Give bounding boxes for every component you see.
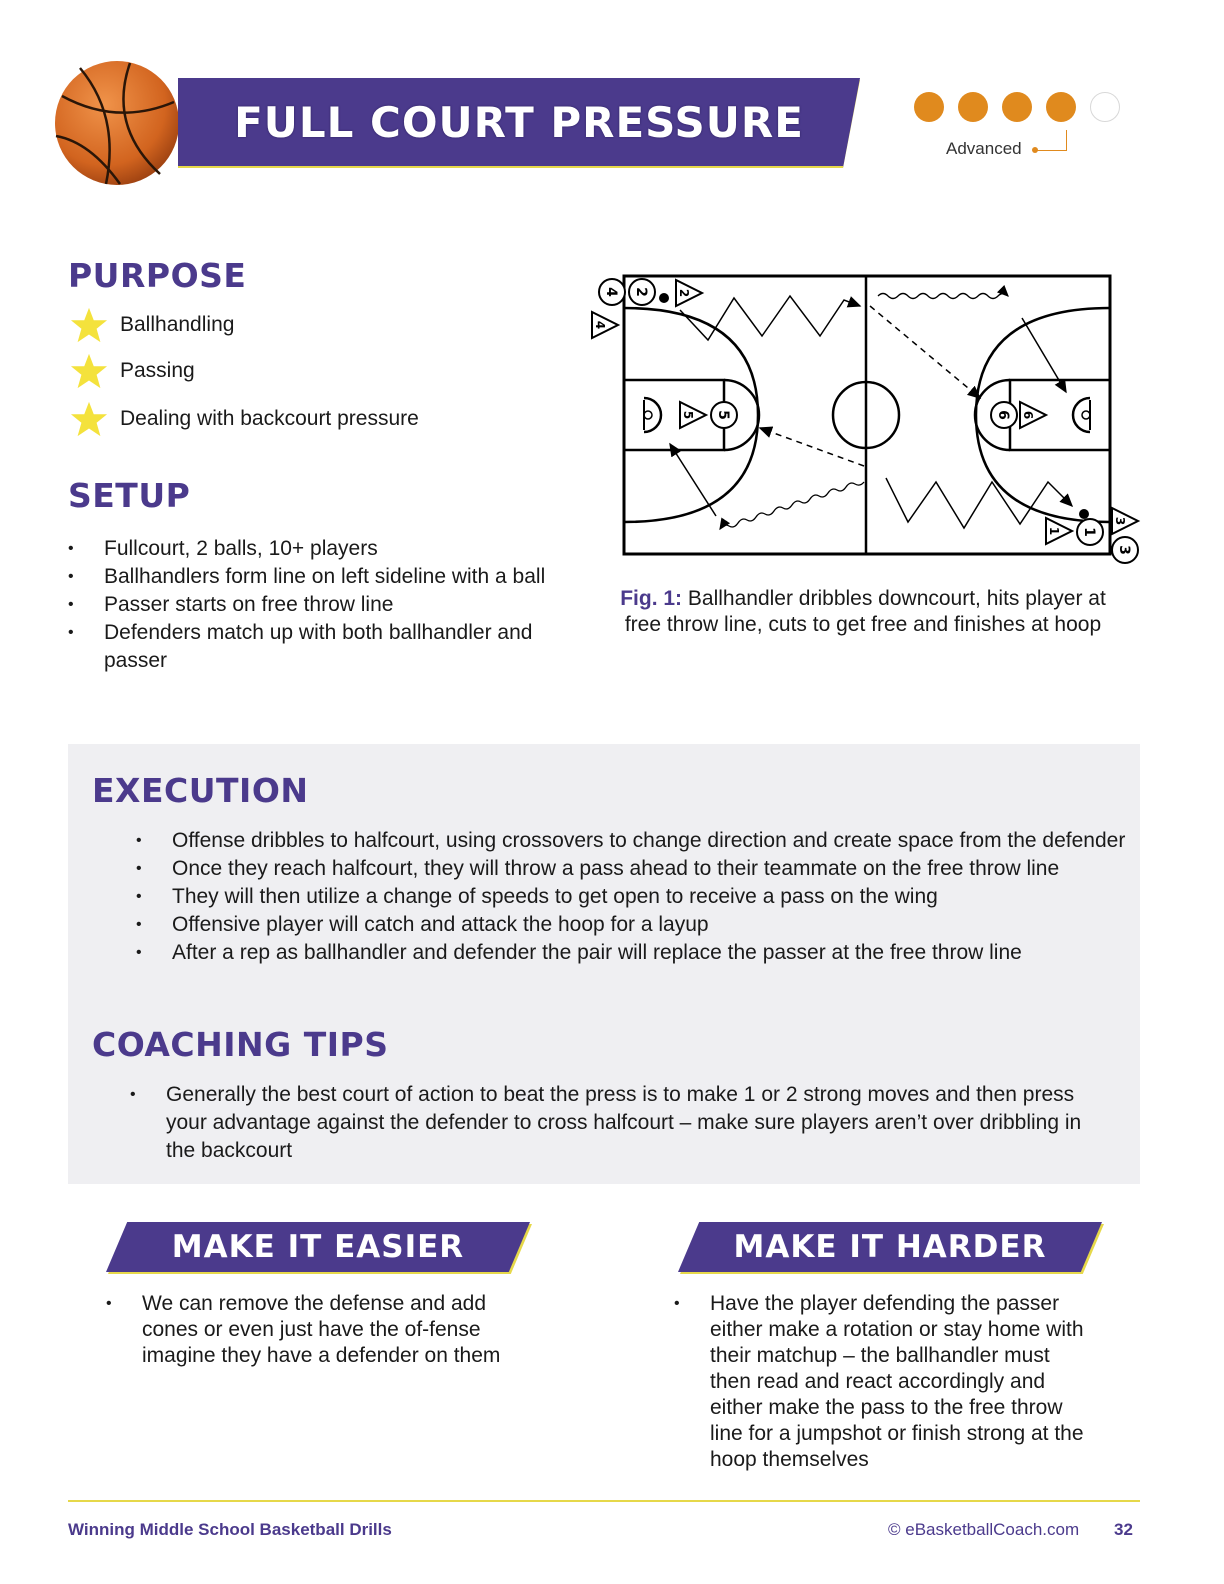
difficulty-label: Advanced [946,139,1022,158]
ball-marker [659,293,669,303]
list-item: • Fullcourt, 2 balls, 10+ players [68,535,548,563]
difficulty-dot-empty [1090,92,1120,122]
list-item: • Passer starts on free throw line [68,591,548,619]
basketball-icon [50,56,184,190]
difficulty-rating [914,92,1120,122]
purpose-item [70,352,195,390]
figure-caption [620,586,1106,638]
setup-heading: SETUP [68,476,191,515]
diagram-label: 2 [677,288,691,298]
defender-marker [592,312,618,338]
footer-divider [68,1500,1140,1502]
diagram-label: 4 [603,287,619,297]
difficulty-dot-filled [958,92,988,122]
coaching-tips-list [130,1081,1110,1165]
diagram-label: 1 [1047,526,1061,536]
list-item: • Ballhandlers form line on left sideline with a ball [68,563,548,591]
diagram-label: 2 [633,287,649,297]
ball-marker [1079,509,1089,519]
diagram-label: 3 [1113,516,1127,526]
easier-heading: MAKE IT EASIER [171,1229,465,1265]
setup-list [68,535,548,675]
footer-copyright: © eBasketballCoach.com [888,1520,1080,1539]
defender-marker [1112,508,1138,534]
page-title: FULL COURT PRESSURE [234,97,804,147]
purpose-heading: PURPOSE [68,256,247,295]
page-number: 32 [1114,1520,1133,1539]
purpose-item-label: Dealing with backcourt pressure [120,407,419,430]
diagram-label: 5 [715,410,731,420]
player-marker [599,279,625,305]
footer-book-title: Winning Middle School Basketball Drills [68,1520,392,1539]
purpose-item-label: Ballhandling [120,313,235,336]
diagram-label: 5 [681,410,695,420]
list-item: • Offense dribbles to halfcourt, using crossovers to change direction and create space from the defender [136,827,1136,855]
court-diagram [588,270,1144,570]
difficulty-dot-filled [1002,92,1032,122]
figure-caption-text: Ballhandler dribbles downcourt, hits player at free throw line, cuts to get free and finishes at hoop [624,587,1106,636]
star-icon [70,352,108,390]
player-marker [711,402,737,428]
star-icon [70,400,108,438]
purpose-item [70,306,234,344]
list-item: • They will then utilize a change of speeds to get open to receive a pass on the wing [136,883,1136,911]
figure-label: Fig. 1: [620,587,683,610]
harder-list [674,1291,1094,1473]
list-item: • Defenders match up with both ballhandler and passer [68,619,548,675]
list-item: • Once they reach halfcourt, they will throw a pass ahead to their teammate on the free throw line [136,855,1136,883]
player-marker [1112,537,1138,563]
diagram-label: 1 [1081,527,1097,537]
list-item: • Offensive player will catch and attack the hoop for a layup [136,911,1136,939]
purpose-item [70,400,419,438]
diagram-label: 6 [1021,410,1035,420]
list-item: • Generally the best court of action to beat the press is to make 1 or 2 strong moves and then press your advantage against the defender to cross halfcourt – make sure players aren’t over dribbling in the backcourt [130,1081,1110,1165]
execution-heading: EXECUTION [92,771,309,810]
diagram-label: 3 [1116,545,1132,555]
star-icon [70,306,108,344]
easier-list [106,1291,506,1369]
harder-heading: MAKE IT HARDER [733,1229,1047,1265]
list-item: • Have the player defending the passer either make a rotation or stay home with their matchup – the ballhandler must then read and react accordingly and either make the pass to the free throw line for a jumpshot or finish strong at the hoop themselves [674,1291,1094,1473]
execution-list [136,827,1136,967]
diagram-label: 4 [593,320,607,330]
difficulty-pointer-dot [1032,147,1038,153]
difficulty-dot-filled [1046,92,1076,122]
difficulty-pointer [1034,130,1067,151]
player-marker [991,402,1017,428]
coaching-tips-heading: COACHING TIPS [92,1025,389,1064]
list-item: • After a rep as ballhandler and defender the pair will replace the passer at the free throw line [136,939,1136,967]
player-marker [1077,519,1103,545]
difficulty-dot-filled [914,92,944,122]
diagram-label: 6 [995,410,1011,420]
list-item: • We can remove the defense and add cones or even just have the of-fense imagine they have a defender on them [106,1291,506,1369]
player-marker [629,279,655,305]
purpose-item-label: Passing [120,359,195,382]
